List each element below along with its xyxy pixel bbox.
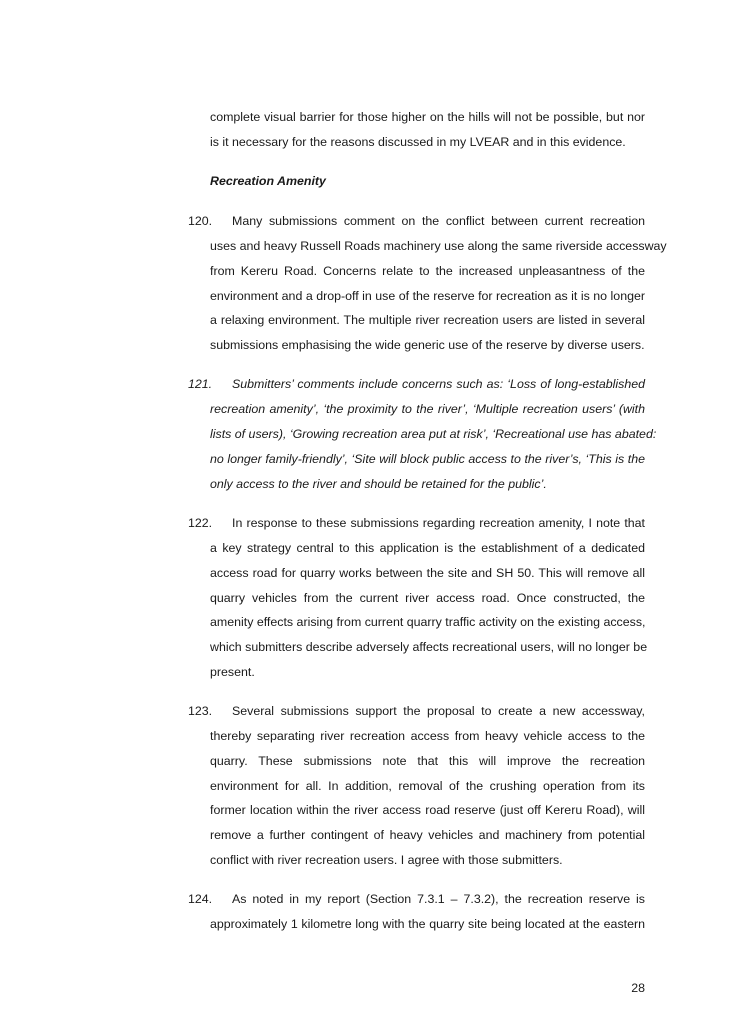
- paragraph-line: environment and a drop-off in use of the reserve for recreation as it is no longer: [210, 289, 645, 303]
- paragraph-line: submissions emphasising the wide generic use of the reserve by diverse users.: [210, 338, 645, 352]
- paragraph-line: quarry. These submissions note that this will improve the recreation: [210, 754, 645, 768]
- paragraph-line: Submitters’ comments include concerns such as: ‘Loss of long-established: [232, 377, 645, 391]
- section-heading: Recreation Amenity: [210, 174, 326, 188]
- paragraph-line: present.: [210, 665, 255, 679]
- paragraph-line: uses and heavy Russell Roads machinery use along the same riverside accessway: [210, 239, 667, 253]
- paragraph-number: 124.: [188, 892, 213, 906]
- paragraph-line: lists of users), ‘Growing recreation area put at risk’, ‘Recreational use has abated:: [210, 427, 657, 441]
- paragraph-number: 121.: [188, 377, 213, 391]
- paragraph-line: only access to the river and should be retained for the public’.: [210, 477, 547, 491]
- paragraph-number: 122.: [188, 516, 213, 530]
- paragraph-line: quarry vehicles from the current river access road. Once constructed, the: [210, 591, 645, 605]
- paragraph-number: 123.: [188, 704, 213, 718]
- paragraph-line: As noted in my report (Section 7.3.1 – 7.3.2), the recreation reserve is: [232, 892, 645, 906]
- paragraph-line: amenity effects arising from current quarry traffic activity on the existing access,: [210, 615, 646, 629]
- paragraph-line: recreation amenity’, ‘the proximity to the river’, ‘Multiple recreation users’ (with: [210, 402, 645, 416]
- intro-line: complete visual barrier for those higher on the hills will not be possible, but nor: [210, 110, 645, 124]
- paragraph-line: no longer family-friendly’, ‘Site will block public access to the river’s, ‘This is the: [210, 452, 645, 466]
- paragraph-line: environment for all. In addition, removal of the crushing operation from its: [210, 779, 645, 793]
- paragraph-line: thereby separating river recreation access from heavy vehicle access to the: [210, 729, 645, 743]
- paragraph-line: former location within the river access road reserve (just off Kereru Road), will: [210, 803, 645, 817]
- paragraph-line: In response to these submissions regarding recreation amenity, I note that: [232, 516, 645, 530]
- paragraph-line: which submitters describe adversely affects recreational users, will no longer be: [210, 640, 648, 654]
- paragraph-line: remove a further contingent of heavy vehicles and machinery from potential: [210, 828, 645, 842]
- paragraph-line: Many submissions comment on the conflict between current recreation: [232, 214, 645, 228]
- paragraph-line: a relaxing environment. The multiple river recreation users are listed in several: [210, 313, 645, 327]
- paragraph-line: a key strategy central to this application is the establishment of a dedicated: [210, 541, 645, 555]
- paragraph-number: 120.: [188, 214, 213, 228]
- paragraph-line: approximately 1 kilometre long with the quarry site being located at the eastern: [210, 917, 645, 931]
- paragraph-line: access road for quarry works between the site and SH 50. This will remove all: [210, 566, 645, 580]
- paragraph-line: Several submissions support the proposal to create a new accessway,: [232, 704, 645, 718]
- paragraph-line: conflict with river recreation users. I agree with those submitters.: [210, 853, 563, 867]
- page-number: 28: [631, 981, 645, 995]
- intro-line: is it necessary for the reasons discussed in my LVEAR and in this evidence.: [210, 135, 626, 149]
- paragraph-line: from Kereru Road. Concerns relate to the increased unpleasantness of the: [210, 264, 645, 278]
